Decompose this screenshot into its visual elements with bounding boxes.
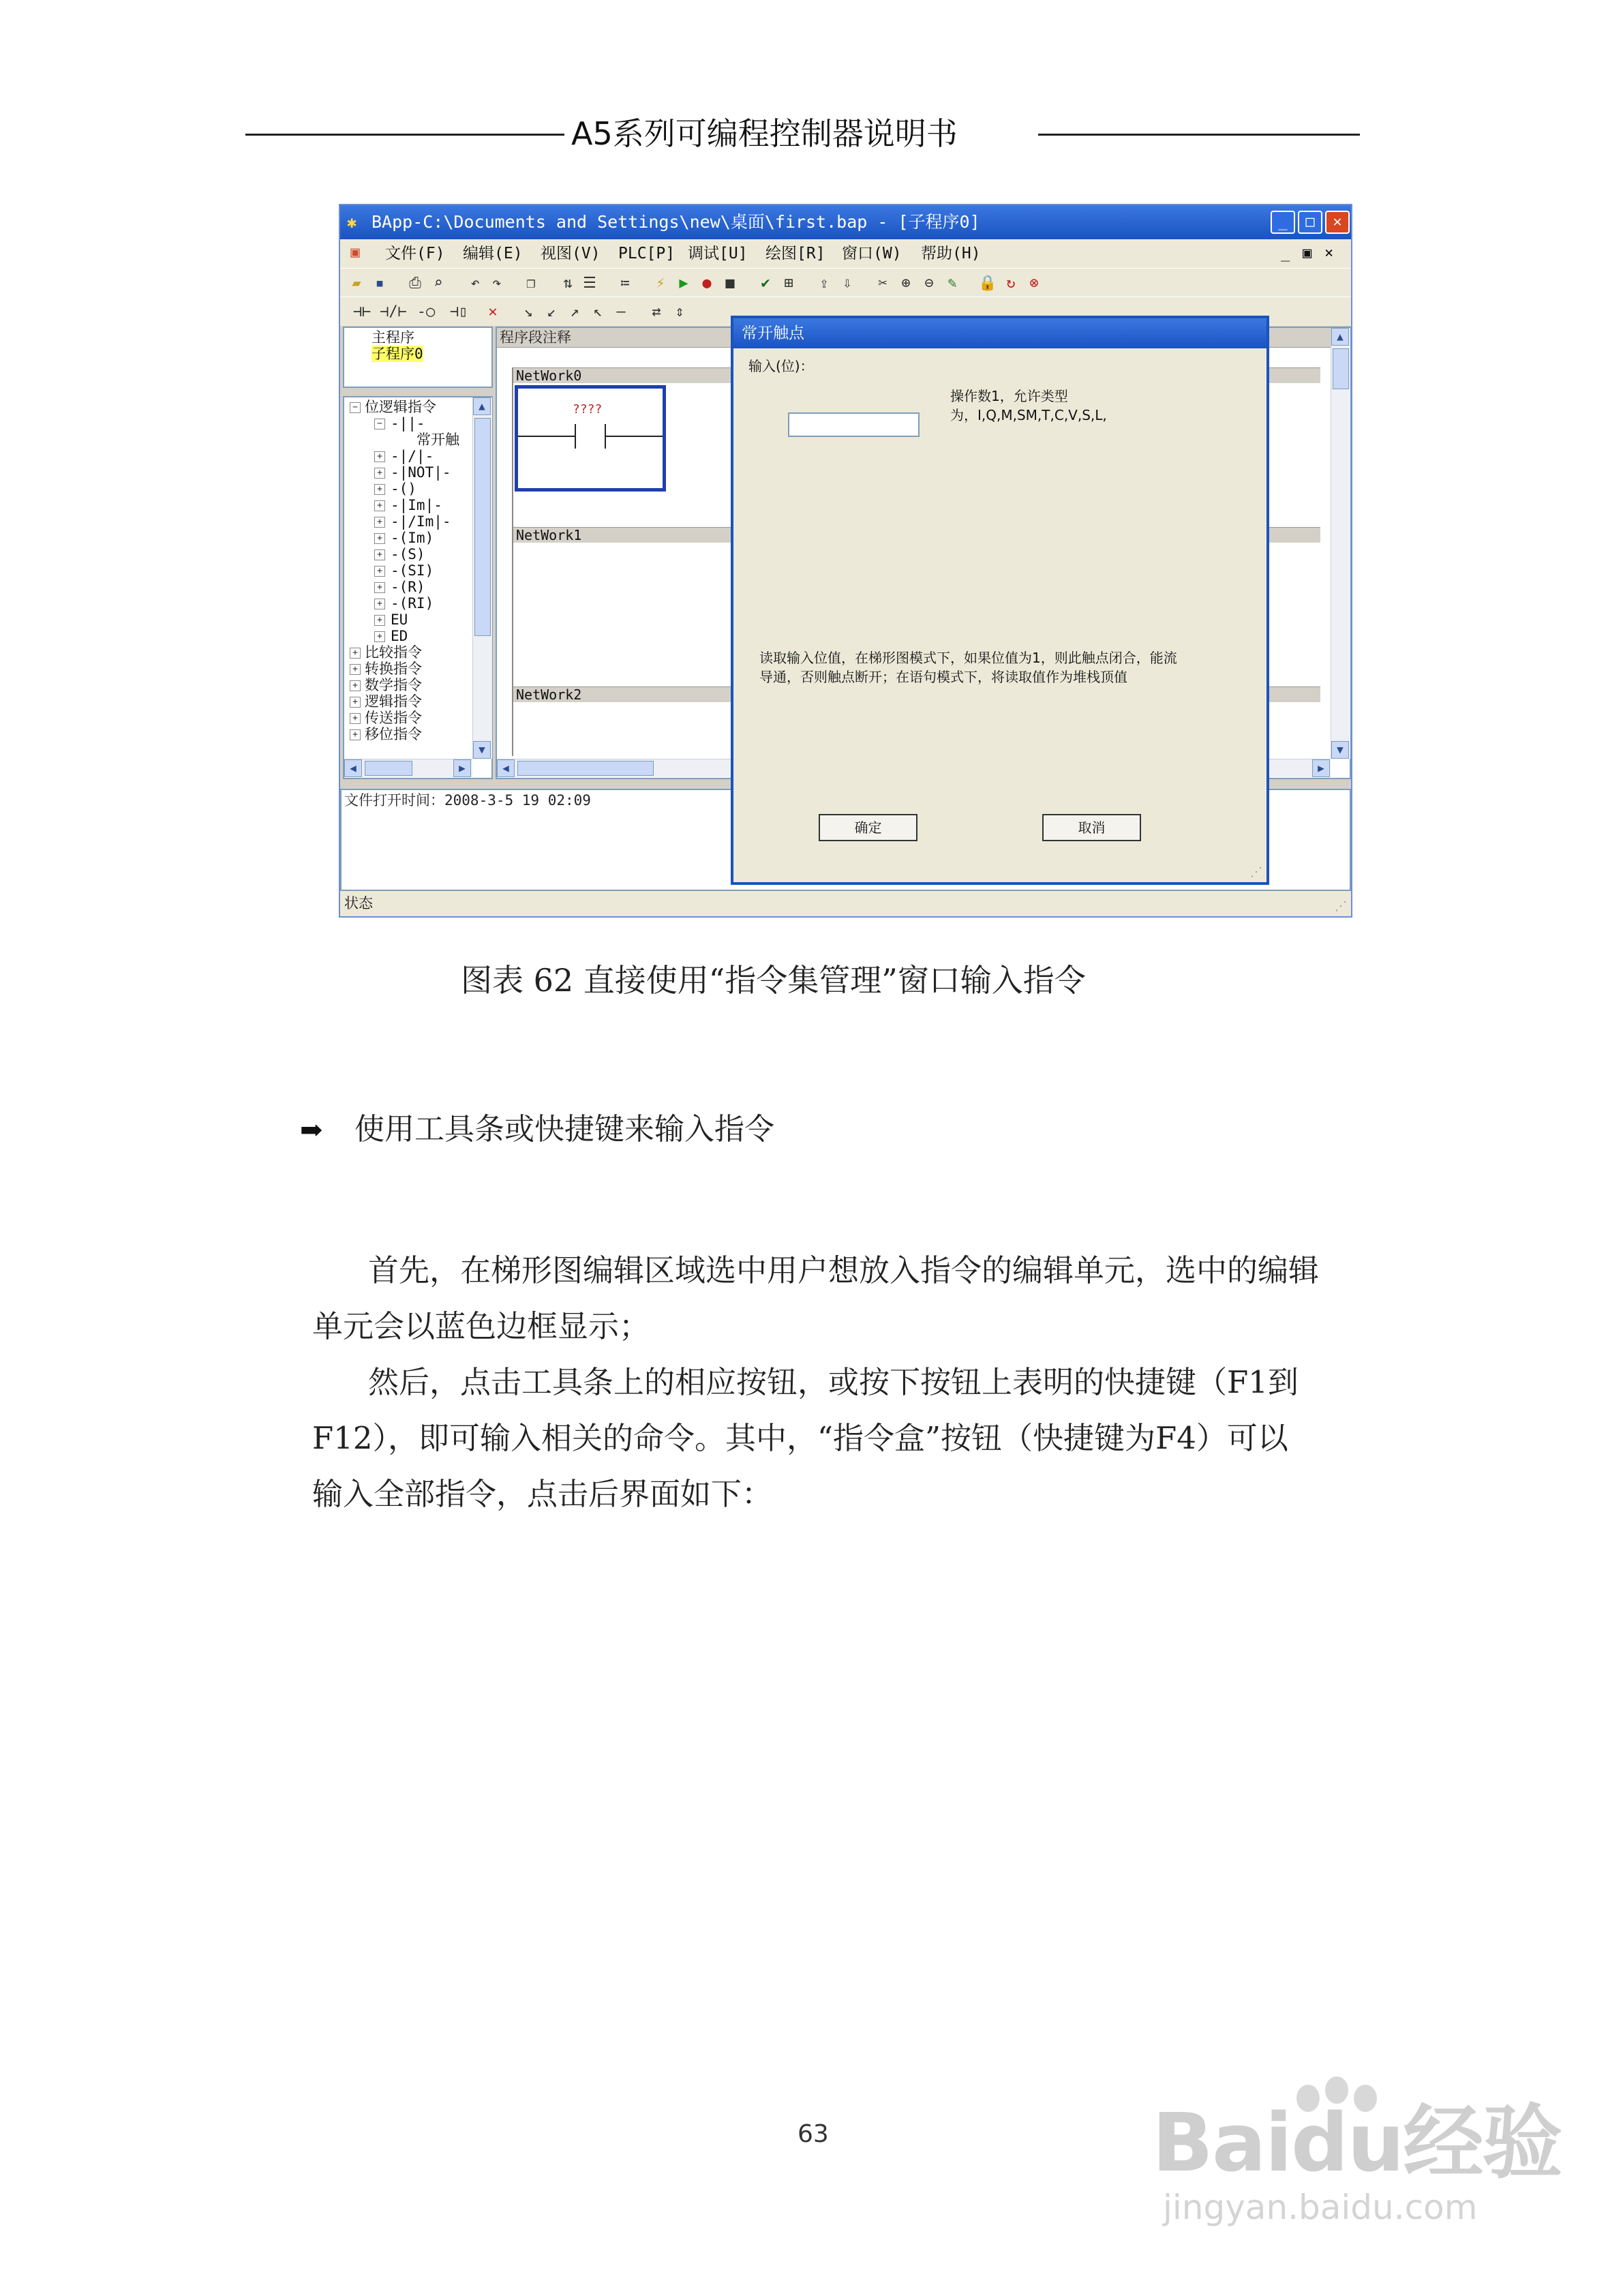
tree-item-main-program[interactable]: 主程序 [371, 329, 414, 346]
paragraph-line: F12），即可输入相关的命令。其中，“指令盒”按钮（快捷键为F4）可以 [312, 1420, 1288, 1456]
tree-category[interactable]: 传送指令 [365, 710, 422, 726]
maximize-button[interactable]: □ [1298, 211, 1322, 234]
scroll-up-icon[interactable]: ▲ [1331, 328, 1349, 346]
bullet-heading [300, 1109, 774, 1151]
monitor-icon[interactable]: ⊞ [784, 275, 793, 292]
resize-grip-icon[interactable]: ⋰ [1250, 865, 1262, 879]
window-titlebar [340, 205, 1351, 239]
menu-bar [340, 239, 1351, 268]
paragraph-line [312, 1243, 1396, 1299]
scroll-thumb[interactable] [365, 761, 412, 776]
delete-icon[interactable]: ⊖ [924, 275, 934, 292]
input-label: 输入(位)： [748, 358, 814, 374]
status-text: 状态 [344, 895, 373, 911]
scroll-thumb[interactable] [517, 761, 654, 776]
scroll-thumb[interactable] [474, 418, 491, 636]
pen-icon[interactable]: ✎ [947, 275, 957, 292]
cut-icon[interactable]: ✂ [878, 275, 888, 292]
stop-icon[interactable]: ● [702, 275, 712, 292]
tree-item[interactable]: -(S) [391, 546, 425, 562]
list-icon[interactable]: ☰ [583, 275, 596, 292]
output-text: 文件打开时间：2008-3-5 19 02:09 [344, 792, 591, 809]
resize-grip-icon[interactable]: ⋰ [1335, 899, 1347, 913]
tree-category-bit-logic[interactable]: 位逻辑指令 [365, 399, 436, 415]
copy-icon[interactable]: ❐ [526, 275, 536, 292]
cancel-button[interactable]: 取消 [1042, 814, 1141, 841]
scroll-down-icon[interactable]: ▼ [473, 741, 491, 759]
editor-vertical-scrollbar[interactable] [1331, 328, 1350, 759]
line-right-icon[interactable]: ↖ [593, 303, 603, 320]
scroll-left-icon[interactable]: ◀ [344, 759, 362, 777]
paragraph-text: 首先，在梯形图编辑区域选中用户想放入指令的编辑单元，选中的编辑 [368, 1252, 1320, 1288]
mdi-close-button[interactable]: × [1324, 245, 1334, 262]
operand-info-line1: 操作数1，允许类型 [950, 388, 1068, 404]
status-bar [340, 891, 1351, 916]
expand-icon[interactable]: + [350, 680, 361, 691]
expand-icon[interactable]: + [350, 729, 361, 740]
branch-icon[interactable]: ⇄ [652, 303, 661, 320]
normally-open-contact-icon [518, 416, 663, 457]
normally-open-contact-icon[interactable]: ⊣⊢ [352, 303, 371, 320]
network-header: NetWork2 [513, 686, 1320, 702]
tree-item[interactable]: -(Im) [391, 530, 434, 546]
expand-icon[interactable]: + [350, 697, 361, 708]
selected-ladder-cell[interactable] [515, 385, 666, 492]
toolbar-main [340, 268, 1351, 297]
watermark-logo: Baidu经验 [1152, 2096, 1562, 2190]
expand-icon[interactable]: + [374, 451, 385, 462]
paragraph-line: 输入全部指令，点击后界面如下： [312, 1476, 773, 1512]
menu-plc[interactable]: PLC[P] [618, 245, 676, 262]
print-preview-icon[interactable]: ⌕ [434, 275, 443, 292]
watermark-url: jingyan.baidu.com [1163, 2188, 1478, 2227]
paragraph-2 [312, 1355, 1396, 1522]
menu-debug[interactable]: 调试[U] [688, 245, 748, 262]
compile-icon[interactable]: ⚡ [656, 275, 665, 292]
delete-element-icon[interactable]: ✕ [488, 303, 498, 320]
normally-closed-contact-icon[interactable]: ⊣/⊢ [380, 303, 407, 320]
tree-category[interactable]: 转换指令 [365, 661, 422, 677]
expand-icon[interactable]: + [374, 549, 385, 560]
menu-file[interactable]: 文件(F) [385, 245, 445, 262]
open-icon[interactable]: ▰ [352, 275, 361, 292]
close-button[interactable]: ✕ [1325, 211, 1350, 234]
halt-icon[interactable]: ■ [725, 275, 735, 292]
project-tree-pane [343, 327, 493, 388]
comment-header-label: 程序段注释 [500, 329, 571, 346]
header-rule-left [245, 134, 564, 136]
app-window [339, 204, 1352, 918]
scroll-left-icon[interactable]: ◀ [497, 759, 515, 777]
description-line2: 导通，否则触点断开；在语句模式下，将读取值作为堆栈顶值 [759, 669, 1127, 685]
download-icon[interactable]: ⇩ [843, 275, 852, 292]
menu-view[interactable]: 视图(V) [541, 245, 601, 262]
tree-category[interactable]: 数学指令 [365, 677, 422, 693]
dialog-title: 常开触点 [733, 318, 1266, 348]
minimize-button[interactable]: _ [1271, 211, 1295, 234]
tree-item-normally-open[interactable]: 常开触 [416, 432, 459, 448]
scroll-thumb[interactable] [1333, 348, 1349, 389]
upload-icon[interactable]: ⇪ [819, 275, 829, 292]
paragraph-line: 单元会以蓝色边框显示； [312, 1308, 650, 1344]
expand-icon[interactable]: + [374, 582, 385, 593]
normally-open-contact-dialog [731, 316, 1269, 885]
expand-icon[interactable]: + [374, 517, 385, 528]
bullet-text: 使用工具条或快捷键来输入指令 [354, 1112, 774, 1147]
expand-icon[interactable]: + [374, 599, 385, 609]
tree-item[interactable]: -|/|- [391, 448, 434, 464]
instruction-tree-pane [343, 396, 493, 779]
tree-item[interactable]: EU [391, 611, 408, 628]
tree-vertical-scrollbar[interactable] [472, 397, 492, 759]
network-header: NetWork1 [513, 527, 1320, 543]
menu-help[interactable]: 帮助(H) [921, 245, 981, 262]
line-up-icon[interactable]: ↗ [570, 303, 579, 320]
scroll-down-icon[interactable]: ▼ [1331, 741, 1349, 759]
scroll-up-icon[interactable]: ▲ [473, 397, 491, 415]
target-icon[interactable]: ⊗ [1029, 275, 1039, 292]
tree-item-sub-program[interactable]: 子程序0 [371, 346, 423, 362]
horizontal-line-icon[interactable]: — [616, 303, 626, 320]
box-instruction-icon[interactable]: ⊣▯ [449, 303, 468, 320]
app-icon: ✱ [347, 213, 357, 232]
line-down-icon[interactable]: ↘ [524, 303, 533, 320]
right-arrow-icon: ➡ [300, 1115, 323, 1146]
vertical-line-icon[interactable]: ⇕ [675, 303, 684, 320]
operand-info-line2: 为，I,Q,M,SM,T,C,V,S,L, [950, 407, 1107, 423]
undo-icon[interactable]: ↶ [470, 275, 480, 292]
run-icon[interactable]: ▶ [679, 275, 688, 292]
collapse-icon[interactable]: − [374, 419, 385, 429]
menu-window[interactable]: 窗口(W) [842, 245, 902, 262]
expand-icon[interactable]: + [350, 648, 361, 659]
paragraph-1 [312, 1243, 1396, 1355]
contact-label: ???? [573, 402, 603, 417]
network-header: NetWork0 [513, 367, 1320, 383]
expand-icon[interactable]: + [374, 566, 385, 577]
mdi-restore-button[interactable]: ▣ [1303, 245, 1312, 262]
description-line1: 读取输入位值，在梯形图模式下，如果位值为1，则此触点闭合，能流 [759, 650, 1177, 666]
expand-icon[interactable]: + [374, 631, 385, 642]
scroll-right-icon[interactable]: ▶ [453, 759, 471, 777]
paragraph-text: 然后，点击工具条上的相应按钮，或按下按钮上表明的快捷键（F1到 [368, 1364, 1299, 1400]
tree-item[interactable]: -|Im|- [391, 497, 442, 513]
collapse-icon[interactable]: − [350, 402, 361, 413]
expand-icon[interactable]: + [350, 713, 361, 724]
expand-icon[interactable]: + [374, 500, 385, 511]
insert-icon[interactable]: ⊕ [901, 275, 911, 292]
bit-address-input[interactable] [788, 412, 920, 437]
header-rule-right [1038, 134, 1360, 136]
ok-button[interactable]: 确定 [819, 814, 917, 841]
line-left-icon[interactable]: ↙ [547, 303, 556, 320]
tree-item[interactable]: -||- [391, 415, 425, 432]
tree-item[interactable]: -(R) [391, 579, 425, 595]
tree-item[interactable]: ED [391, 628, 408, 644]
expand-icon[interactable]: + [374, 615, 385, 626]
tree-item[interactable]: -(SI) [391, 562, 434, 579]
mdi-minimize-button[interactable]: _ [1281, 245, 1290, 262]
tree-category[interactable]: 移位指令 [365, 726, 422, 742]
save-icon[interactable]: ▪ [375, 275, 384, 292]
refresh-icon[interactable]: ↻ [1006, 275, 1016, 292]
page-number: 63 [798, 2120, 829, 2148]
tree-item[interactable]: -|/Im|- [391, 513, 451, 530]
expand-icon[interactable]: + [374, 484, 385, 495]
expand-icon[interactable]: + [374, 533, 385, 544]
menu-draw[interactable]: 绘图[R] [765, 245, 825, 262]
scroll-right-icon[interactable]: ▶ [1312, 759, 1330, 777]
document-header-title: A5系列可编程控制器说明书 [571, 115, 958, 152]
tree-category[interactable]: 逻辑指令 [365, 693, 422, 710]
figure-caption: 图表 62 直接使用“指令集管理”窗口输入指令 [461, 962, 1086, 999]
check-icon[interactable]: ✔ [761, 275, 770, 292]
tree-item[interactable]: -() [391, 481, 416, 497]
tree-item[interactable]: -|NOT|- [391, 464, 451, 481]
tree-category[interactable]: 比较指令 [365, 644, 422, 661]
document-icon: ▣ [350, 244, 360, 261]
paragraph-line [312, 1355, 1396, 1410]
left-power-rail [512, 367, 513, 756]
tree-item[interactable]: -(RI) [391, 595, 434, 611]
lock-icon[interactable]: 🔒 [978, 275, 997, 292]
print-icon[interactable]: ⎙ [409, 275, 421, 292]
window-title: BApp-C:\Documents and Settings\new\桌面\first.bap - [子程序0] [371, 212, 980, 232]
expand-icon[interactable]: + [350, 664, 361, 675]
coil-icon[interactable]: -○ [416, 303, 436, 320]
redo-icon[interactable]: ↷ [492, 275, 502, 292]
instruction-list-icon[interactable]: ≔ [620, 275, 630, 292]
network-icon[interactable]: ⇅ [563, 275, 573, 292]
tree-horizontal-scrollbar[interactable] [344, 759, 472, 777]
expand-icon[interactable]: + [374, 468, 385, 479]
menu-edit[interactable]: 编辑(E) [463, 245, 523, 262]
